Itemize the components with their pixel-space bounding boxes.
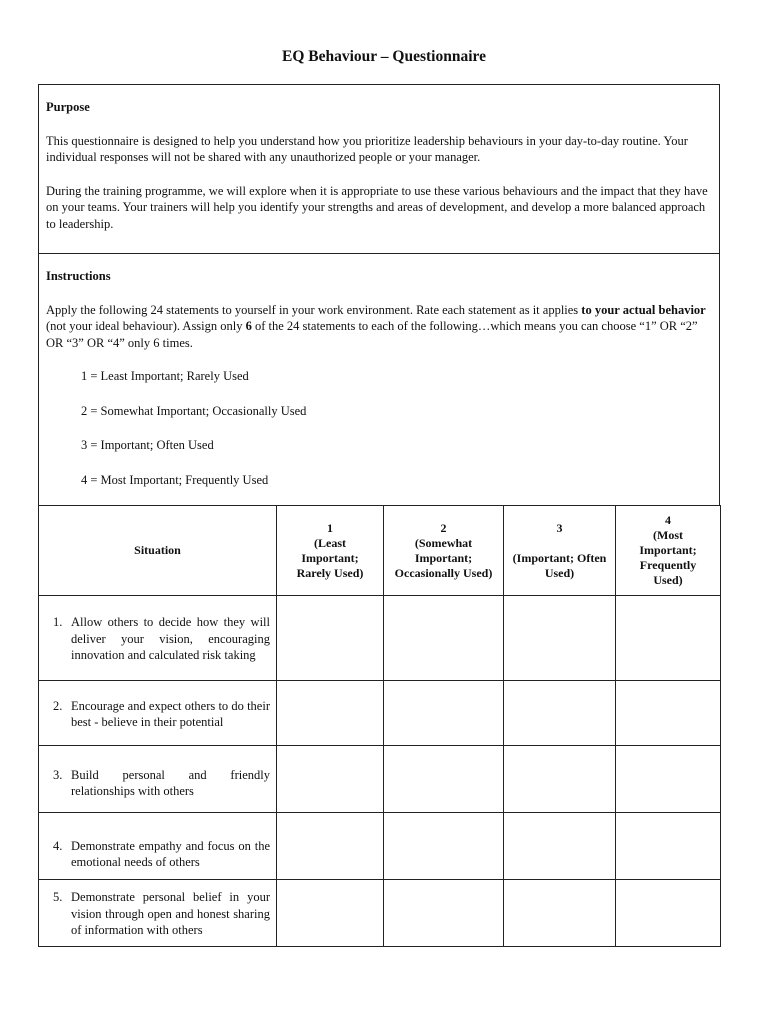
instructions-heading: Instructions — [46, 269, 111, 283]
header-rating-3-line: Used) — [544, 565, 575, 580]
header-rating-1-line: 1 — [327, 520, 333, 535]
rating-cell-1[interactable] — [277, 681, 384, 746]
rating-cell-1[interactable] — [277, 746, 384, 813]
header-rating-4-line: Frequently — [639, 558, 697, 572]
purpose-section — [38, 84, 720, 254]
purpose-heading: Purpose — [46, 100, 90, 114]
rating-cell-3[interactable] — [504, 596, 616, 681]
statement-text: Build personal and friendly relationships with others — [71, 767, 270, 798]
instructions-emphasis-count: 6 — [245, 319, 252, 333]
header-rating-4-line: 4 — [665, 513, 671, 527]
scale-item-2: 2 = Somewhat Important; Occasionally Used — [81, 403, 307, 418]
rating-cell-2[interactable] — [384, 596, 504, 681]
rating-table — [38, 505, 721, 947]
header-rating-1-line: Rarely Used) — [296, 565, 364, 580]
situation-cell — [39, 746, 277, 813]
statement-number: 2. — [53, 698, 63, 713]
rating-cell-2[interactable] — [384, 813, 504, 880]
header-rating-1-line: (Least — [314, 535, 346, 550]
header-rating-1 — [277, 506, 384, 596]
document-title: EQ Behaviour – Questionnaire — [282, 48, 486, 65]
rating-cell-4[interactable] — [616, 681, 721, 746]
statement-text: Demonstrate personal belief in your vision through open and honest sharing of information with others — [71, 890, 270, 938]
rating-cell-2[interactable] — [384, 681, 504, 746]
rating-cell-2[interactable] — [384, 880, 504, 947]
table-row — [39, 880, 721, 947]
situation-cell — [39, 813, 277, 880]
header-rating-2-line: 2 — [440, 520, 447, 535]
instructions-text-c: of the 24 statements to each of the following…which means you can choose “1” OR “2” OR “3” OR “4” only 6 times. — [46, 319, 698, 350]
header-rating-4-line: (Most — [653, 528, 683, 542]
header-rating-2-line: Important; — [414, 550, 473, 565]
header-rating-1-line: Important; — [301, 550, 359, 565]
header-rating-2-line: (Somewhat — [414, 535, 473, 550]
situation-cell — [39, 596, 277, 681]
statement-number: 5. — [53, 890, 63, 905]
rating-cell-4[interactable] — [616, 596, 721, 681]
header-rating-4-line: Important; — [639, 543, 697, 557]
scale-item-4: 4 = Most Important; Frequently Used — [81, 472, 269, 487]
rating-cell-2[interactable] — [384, 746, 504, 813]
rating-cell-1[interactable] — [277, 813, 384, 880]
instructions-text-a: Apply the following 24 statements to yourself in your work environment. Rate each statement as it applies — [46, 302, 582, 317]
instructions-emphasis-actual-behavior: to your actual behavior — [581, 302, 706, 317]
scale-item-1: 1 = Least Important; Rarely Used — [81, 369, 249, 383]
header-rating-3 — [504, 506, 616, 596]
header-situation: Situation — [39, 506, 277, 596]
statement-number: 3. — [53, 767, 63, 782]
header-rating-2 — [384, 506, 504, 596]
statement-text: Demonstrate empathy and focus on the emotional needs of others — [71, 838, 270, 869]
table-row — [39, 813, 721, 880]
rating-cell-4[interactable] — [616, 813, 721, 880]
instructions-text-b: (not your ideal behaviour). Assign only — [46, 319, 246, 333]
rating-cell-4[interactable] — [616, 880, 721, 947]
rating-cell-3[interactable] — [504, 880, 616, 947]
statement-number: 1. — [53, 615, 63, 630]
instructions-section — [38, 253, 720, 506]
rating-cell-1[interactable] — [277, 880, 384, 947]
purpose-paragraph-2: During the training programme, we will explore when it is appropriate to use these various behaviours and the impact that they have on your teams. Your trainers will help you identify your strengths and areas of development, and develop a more balanced approach to leadership. — [46, 183, 708, 231]
situation-cell — [39, 880, 277, 947]
rating-cell-4[interactable] — [616, 746, 721, 813]
table-row — [39, 681, 721, 746]
header-rating-4 — [616, 506, 721, 596]
header-rating-3-line: (Important; Often — [512, 550, 607, 565]
statement-text: Allow others to decide how they will deliver your vision, encouraging innovation and calculated risk taking — [71, 615, 270, 663]
situation-cell — [39, 681, 277, 746]
header-rating-3-line: 3 — [556, 520, 563, 535]
header-rating-4-line: Used) — [653, 573, 683, 587]
statement-number: 4. — [53, 838, 63, 853]
rating-cell-3[interactable] — [504, 746, 616, 813]
scale-item-3: 3 = Important; Often Used — [81, 438, 214, 452]
rating-cell-3[interactable] — [504, 813, 616, 880]
instructions-paragraph — [46, 302, 712, 352]
table-row — [39, 596, 721, 681]
rating-cell-1[interactable] — [277, 596, 384, 681]
table-row — [39, 746, 721, 813]
table-header-row — [39, 506, 721, 596]
header-rating-3-line — [504, 536, 615, 551]
header-rating-2-line: Occasionally Used) — [394, 565, 493, 580]
rating-cell-3[interactable] — [504, 681, 616, 746]
purpose-paragraph-1: This questionnaire is designed to help you understand how you prioritize leadership behaviours in your day-to-day routine. Your individual responses will not be shared with any unauthorized people or your manager. — [46, 133, 688, 164]
statement-text: Encourage and expect others to do their best - believe in their potential — [71, 698, 270, 729]
